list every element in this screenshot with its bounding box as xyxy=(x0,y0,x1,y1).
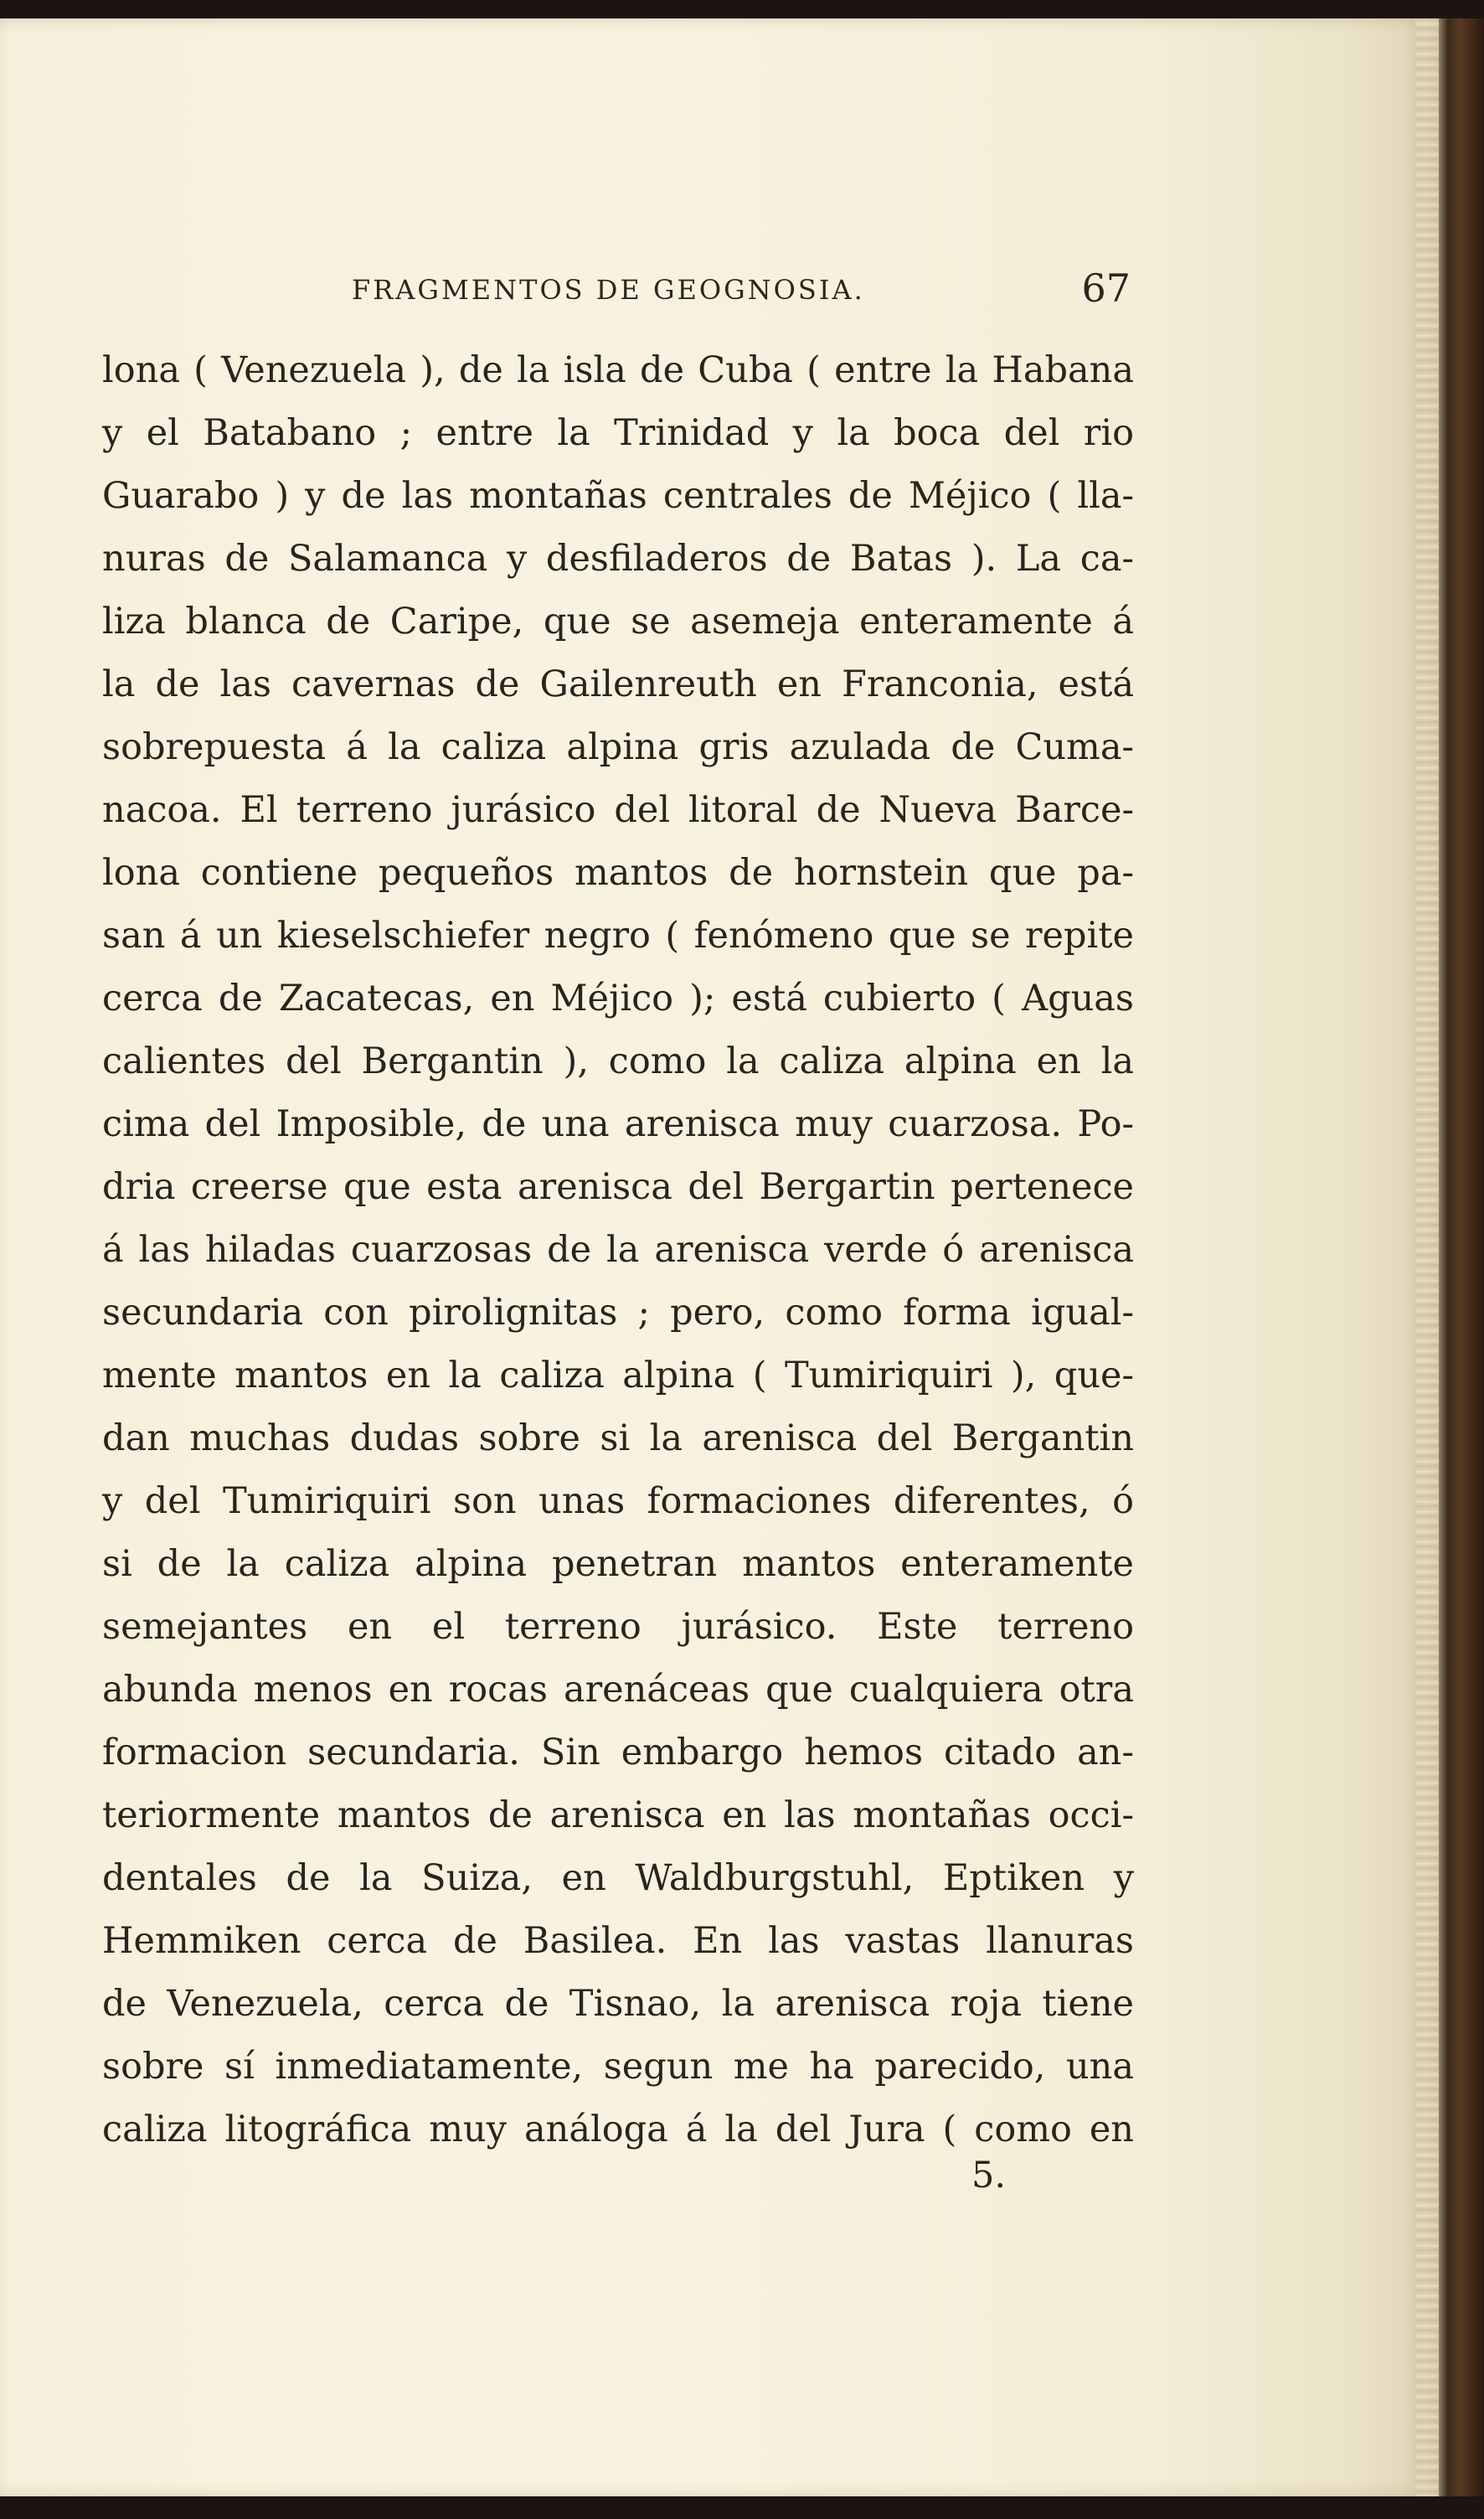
text-line: teriormente mantos de arenisca en las montañas occi- xyxy=(102,1794,1134,1836)
text-line: nacoa. El terreno jurásico del litoral de Nueva Barce- xyxy=(102,789,1134,831)
text-line: calientes del Bergantin ), como la caliza alpina en la xyxy=(102,1040,1134,1082)
text-line: caliza litográfica muy análoga á la del Jura ( como en xyxy=(102,2109,1134,2150)
text-line: Hemmiken cerca de Basilea. En las vastas llanuras xyxy=(102,1920,1134,1962)
text-line: si de la caliza alpina penetran mantos enteramente xyxy=(102,1543,1134,1585)
text-line: dentales de la Suiza, en Waldburgstuhl, Eptiken y xyxy=(102,1857,1134,1899)
text-line: secundaria con pirolignitas ; pero, como forma igual- xyxy=(102,1292,1134,1334)
running-title: FRAGMENTOS DE GEOGNOSIA. xyxy=(352,274,865,306)
body-text xyxy=(102,339,1134,2161)
text-line: abunda menos en rocas arenáceas que cualquiera otra xyxy=(102,1669,1134,1711)
text-line: semejantes en el terreno jurásico. Este terreno xyxy=(102,1606,1134,1648)
text-line: liza blanca de Caripe, que se asemeja enteramente á xyxy=(102,601,1134,643)
text-line: dan muchas dudas sobre si la arenisca del Bergantin xyxy=(102,1417,1134,1459)
page-number: 67 xyxy=(1081,266,1131,311)
book-page xyxy=(0,18,1424,2496)
text-line: lona ( Venezuela ), de la isla de Cuba ( entre la Habana xyxy=(102,349,1134,391)
text-line: la de las cavernas de Gailenreuth en Franconia, está xyxy=(102,663,1134,705)
page-edge-stack xyxy=(1415,18,1439,2496)
signature-mark: 5. xyxy=(971,2155,1007,2196)
text-line: cima del Imposible, de una arenisca muy cuarzosa. Po- xyxy=(102,1103,1134,1145)
text-line: nuras de Salamanca y desfiladeros de Batas ). La ca- xyxy=(102,538,1134,580)
text-line: san á un kieselschiefer negro ( fenómeno que se repite xyxy=(102,915,1134,957)
text-line: sobrepuesta á la caliza alpina gris azulada de Cuma- xyxy=(102,726,1134,768)
text-line: y el Batabano ; entre la Trinidad y la boca del rio xyxy=(102,412,1134,454)
text-line: de Venezuela, cerca de Tisnao, la arenisca roja tiene xyxy=(102,1983,1134,2025)
text-line: mente mantos en la caliza alpina ( Tumiriquiri ), que- xyxy=(102,1355,1134,1396)
text-line: á las hiladas cuarzosas de la arenisca verde ó arenisca xyxy=(102,1229,1134,1271)
text-line: formacion secundaria. Sin embargo hemos citado an- xyxy=(102,1732,1134,1773)
text-line: cerca de Zacatecas, en Méjico ); está cubierto ( Aguas xyxy=(102,978,1134,1019)
text-line: sobre sí inmediatamente, segun me ha parecido, una xyxy=(102,2046,1134,2088)
text-line: y del Tumiriquiri son unas formaciones diferentes, ó xyxy=(102,1480,1134,1522)
text-line: Guarabo ) y de las montañas centrales de Méjico ( lla- xyxy=(102,475,1134,517)
text-line: lona contiene pequeños mantos de hornstein que pa- xyxy=(102,852,1134,894)
text-line: dria creerse que esta arenisca del Bergartin pertenece xyxy=(102,1166,1134,1208)
